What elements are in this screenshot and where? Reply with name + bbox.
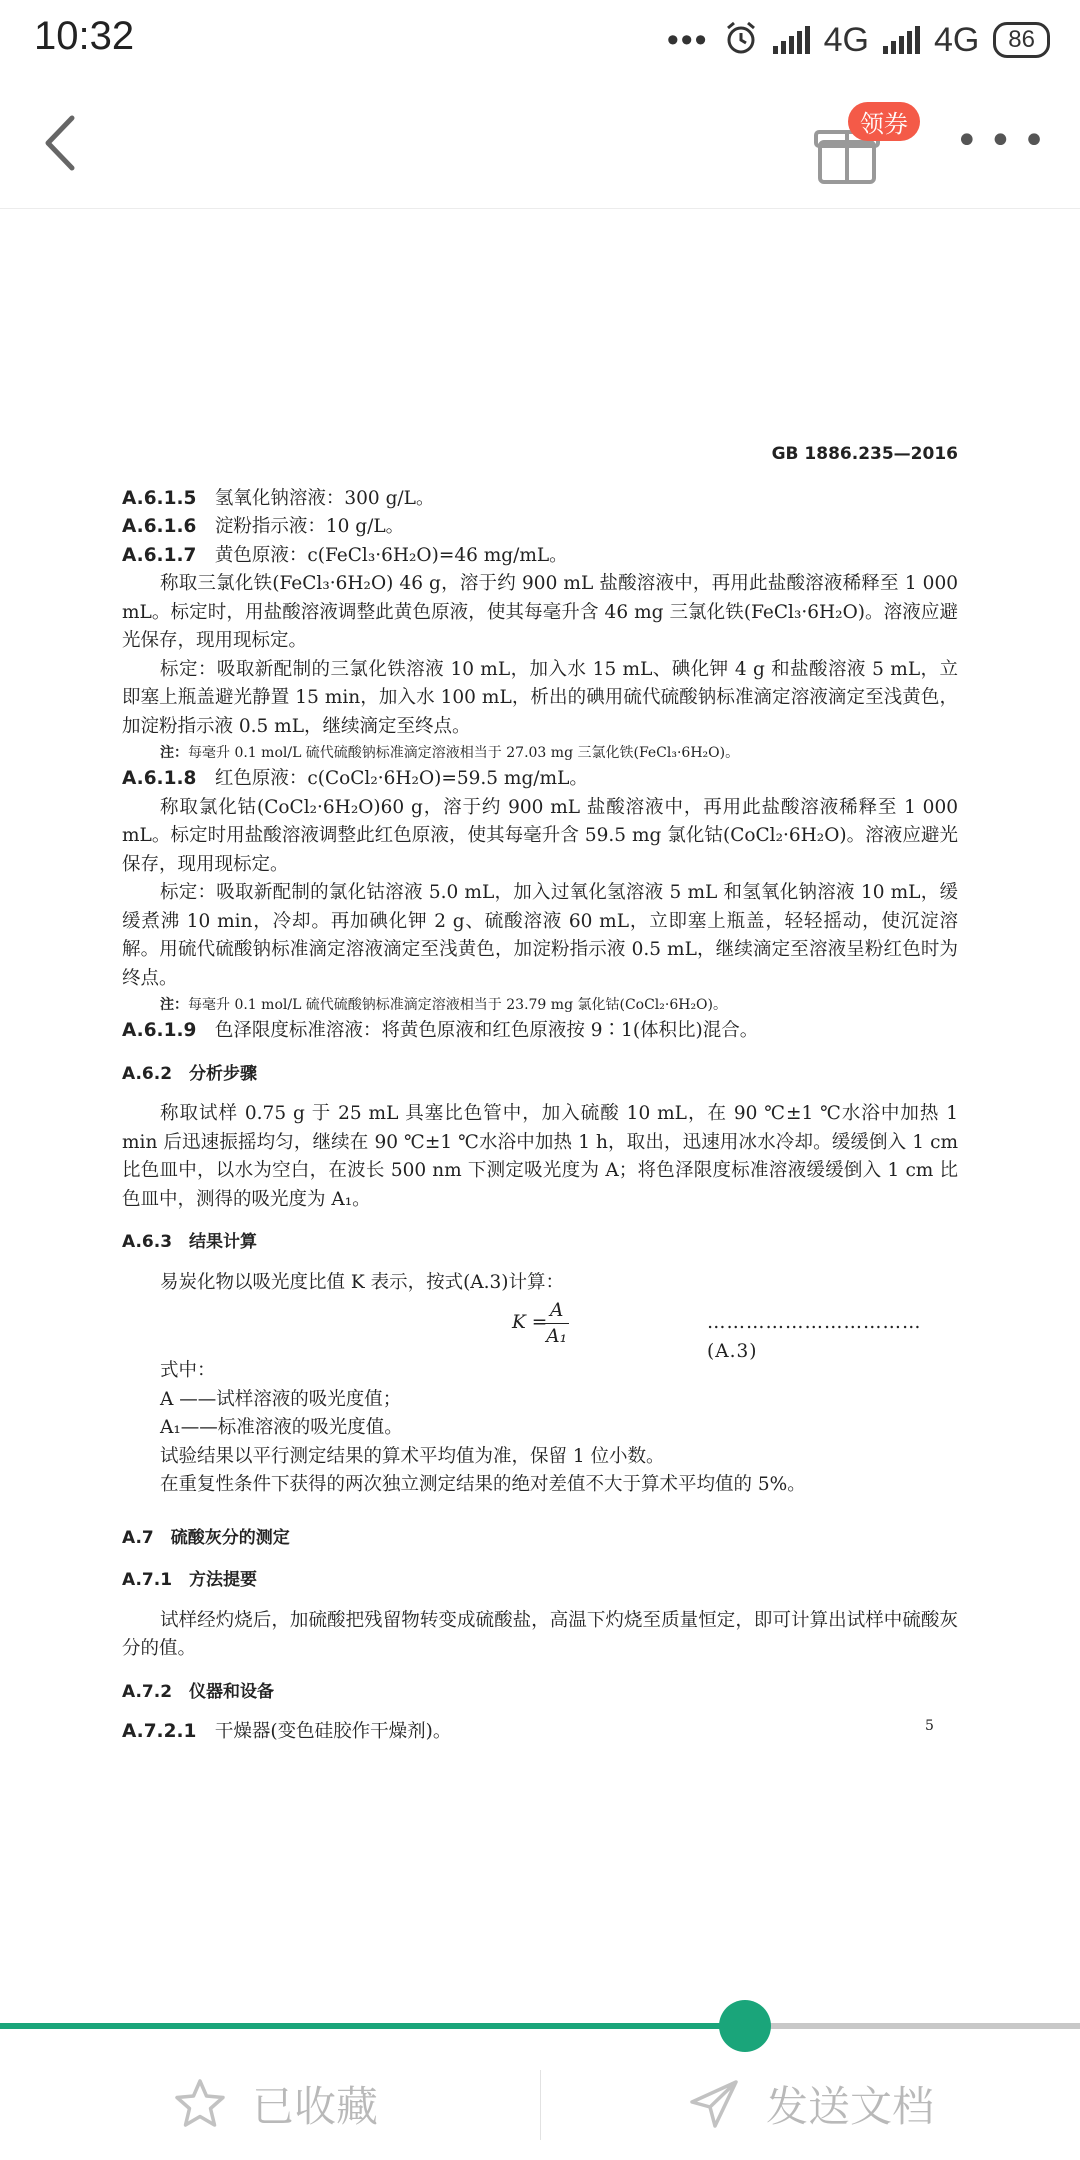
signal-icon-2 <box>883 26 920 54</box>
paragraph: 试验结果以平行测定结果的算术平均值为准，保留 1 位小数。 <box>160 1445 665 1467</box>
favorite-button[interactable] <box>172 2064 378 2144</box>
section-heading: A.6.2 分析步骤 <box>122 1063 258 1084</box>
network-type-1: 4G <box>823 20 869 59</box>
clock: 10:32 <box>34 14 135 58</box>
clause-a617: A.6.1.7 黄色原液：c(FeCl₃·6H₂O)=46 mg/mL。 <box>122 544 568 566</box>
section-heading: A.6.3 结果计算 <box>122 1232 258 1252</box>
progress-handle[interactable] <box>719 2000 771 2052</box>
signal-icon <box>773 26 810 54</box>
clause-a619: A.6.1.9 色泽限度标准溶液：将黄色原液和红色原液按 9∶1(体积比)混合。 <box>122 1020 759 1041</box>
progress-fill <box>0 2023 745 2029</box>
formula-fraction <box>544 1299 569 1350</box>
back-button[interactable] <box>34 108 94 178</box>
divider <box>540 2070 541 2140</box>
where-label: 式中： <box>160 1360 216 1381</box>
send-icon <box>686 2076 742 2132</box>
definition: A₁——标准溶液的吸光度值。 <box>160 1417 403 1438</box>
status-icons <box>667 18 1050 62</box>
more-menu-icon[interactable]: ••• <box>955 118 1056 164</box>
formula-lhs: K = <box>512 1312 548 1333</box>
clause-a618: A.6.1.8 红色原液：c(CoCl₂·6H₂O)=59.5 mg/mL。 <box>122 768 588 789</box>
coupon-badge[interactable]: 领券 <box>848 102 920 141</box>
chevron-left-icon <box>34 108 94 178</box>
clause-a616: A.6.1.6 淀粉指示液：10 g/L。 <box>122 516 405 537</box>
more-notifications-icon: ••• <box>666 20 709 59</box>
battery-icon: 86 <box>993 22 1050 58</box>
clause-a721: A.7.2.1 干燥器(变色硅胶作干燥剂)。 <box>122 1721 452 1742</box>
status-bar <box>0 0 1080 80</box>
paragraph: 标定：吸取新配制的氯化钴溶液 5.0 mL，加入过氧化氢溶液 5 mL 和氢氧化钠溶液 10 mL，缓缓煮沸 10 min，冷却。再加碘化钾 2 g、硫酸溶液 60 mL，立即塞上瓶盖，轻轻摇动，使沉淀溶解。用硫代硫酸钠标准滴定溶液滴定至浅黄色，加淀粉指示液 0.5 mL，继续滴定至溶液呈粉红色时为终点。 <box>122 882 958 989</box>
section-heading: A.7.1 方法提要 <box>122 1570 258 1590</box>
paragraph: 称取氯化钴(CoCl₂·6H₂O)60 g，溶于约 900 mL 盐酸溶液中，再用此盐酸溶液稀释至 1 000 mL。标定时用盐酸溶液调整此红色原液，使其每毫升含 59.5 mg 氯化钴(CoCl₂·6H₂O)。溶液应避光保存，现用现标定。 <box>122 796 958 875</box>
alarm-icon <box>723 20 759 61</box>
formula <box>122 1300 958 1362</box>
paragraph: 在重复性条件下获得的两次独立测定结果的绝对差值不大于算术平均值的 5%。 <box>160 1474 806 1495</box>
paragraph: 称取三氯化铁(FeCl₃·6H₂O) 46 g，溶于约 900 mL 盐酸溶液中，再用此盐酸溶液稀释至 1 000 mL。标定时，用盐酸溶液调整此黄色原液，使其每毫升含 46 mg 三氯化铁(FeCl₃·6H₂O)。溶液应避光保存，现用现标定。 <box>122 573 958 651</box>
formula-reference: ……………………………(A.3) <box>707 1312 922 1362</box>
bottom-bar <box>0 2050 1080 2160</box>
top-nav <box>0 80 1080 209</box>
section-heading: A.7 硫酸灰分的测定 <box>122 1527 290 1548</box>
paragraph: 试样经灼烧后，加硫酸把残留物转变成硫酸盐，高温下灼烧至质量恒定，即可计算出试样中硫酸灰分的值。 <box>122 1609 958 1659</box>
standard-number: GB 1886.235—2016 <box>771 444 958 464</box>
paragraph: 标定：吸取新配制的三氯化铁溶液 10 mL，加入水 15 mL、碘化钾 4 g 和盐酸溶液 5 mL，立即塞上瓶盖避光静置 15 min，加入水 100 mL，析出的碘用硫代硫酸钠标准滴定溶液滴定至浅黄色，加淀粉指示液 0.5 mL，继续滴定至终点。 <box>122 658 958 737</box>
paragraph: 易炭化物以吸光度比值 K 表示，按式(A.3)计算： <box>160 1271 565 1293</box>
clause-a615: A.6.1.5 氢氧化钠溶液：300 g/L。 <box>122 487 435 509</box>
network-type-2: 4G <box>933 20 980 59</box>
section-heading: A.7.2 仪器和设备 <box>122 1681 275 1702</box>
note: 注：每毫升 0.1 mol/L 硫代硫酸钠标准滴定溶液相当于 27.03 mg 三氯化铁(FeCl₃·6H₂O)。 <box>160 745 740 761</box>
document-page <box>122 440 958 1747</box>
send-document-button[interactable] <box>686 2064 934 2144</box>
definition: A ——试样溶液的吸光度值； <box>160 1388 402 1410</box>
paragraph: 称取试样 0.75 g 于 25 mL 具塞比色管中，加入硫酸 10 mL，在 90 ℃±1 ℃水浴中加热 1 min 后迅速振摇均匀，继续在 90 ℃±1 ℃水浴中加热 1 h，取出，迅速用冰水冷却。缓缓倒入 1 cm 比色皿中，以水为空白，在波长 500 nm 下测定吸光度为 A；将色泽限度标准溶液缓缓倒入 1 cm 比色皿中，测得的吸光度为 A₁。 <box>122 1103 958 1210</box>
formula-denominator: A₁ <box>546 1326 568 1347</box>
page-number: 5 <box>925 1718 934 1734</box>
send-label: 发送文档 <box>766 2082 935 2131</box>
favorite-label: 已收藏 <box>252 2082 379 2131</box>
star-icon <box>172 2076 228 2132</box>
formula-numerator: A <box>544 1299 569 1324</box>
note: 注：每毫升 0.1 mol/L 硫代硫酸钠标准滴定溶液相当于 23.79 mg 氯化钴(CoCl₂·6H₂O)。 <box>160 997 727 1013</box>
